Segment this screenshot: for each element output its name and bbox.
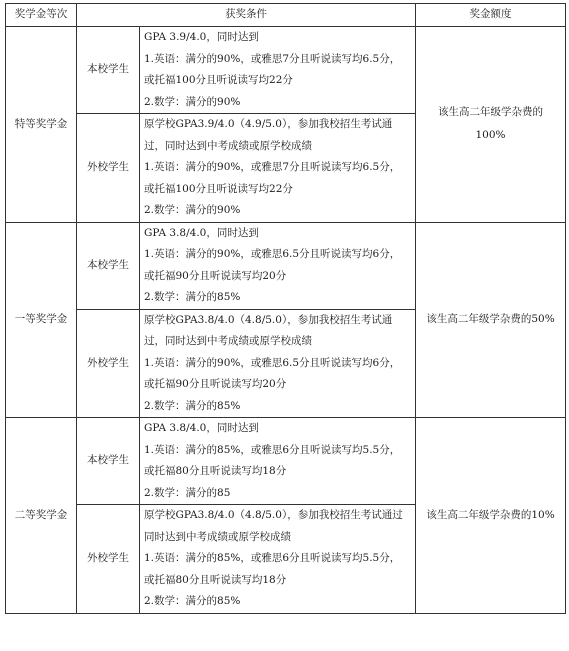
header-amount: 奖金额度 bbox=[416, 4, 566, 27]
scholarship-table bbox=[5, 3, 566, 614]
condition-line: 1.英语：满分的85%，或雅思6分且听说读写均5.5分， bbox=[144, 552, 401, 564]
amount-line: 100% bbox=[475, 129, 506, 142]
student-type-cell: 外校学生 bbox=[77, 114, 140, 223]
condition-line: 同时达到中考成绩或原学校成绩 bbox=[144, 530, 291, 543]
condition-line: 2.数学：满分的85% bbox=[144, 291, 241, 303]
condition-line: 或托福80分且听说读写均18分 bbox=[144, 573, 287, 586]
amount-line: 该生高二年级学杂费的 bbox=[438, 106, 543, 119]
conditions-cell bbox=[140, 418, 416, 505]
amount-cell bbox=[416, 222, 566, 418]
condition-line: 2.数学：满分的85% bbox=[144, 595, 241, 607]
student-type-cell: 外校学生 bbox=[77, 505, 140, 614]
condition-line: 1.英语：满分的90%，或雅思6.5分且听说读写均6分， bbox=[144, 248, 401, 260]
table-header-row bbox=[6, 4, 566, 27]
conditions-cell bbox=[140, 309, 416, 418]
condition-line: 原学校GPA3.8/4.0（4.8/5.0），参加我校招生考试通 bbox=[144, 313, 393, 326]
condition-line: 2.数学：满分的85 bbox=[144, 486, 231, 499]
condition-line: GPA 3.8/4.0，同时达到 bbox=[144, 422, 259, 434]
amount-cell bbox=[416, 418, 566, 614]
condition-line: 过，同时达到中考成绩或原学校成绩 bbox=[144, 139, 312, 152]
tier-cell: 特等奖学金 bbox=[6, 27, 77, 223]
student-type-cell: 本校学生 bbox=[77, 418, 140, 505]
header-conditions: 获奖条件 bbox=[77, 4, 416, 27]
header-tier: 奖学金等次 bbox=[6, 4, 77, 27]
conditions-cell bbox=[140, 505, 416, 614]
condition-line: 过，同时达到中考成绩或原学校成绩 bbox=[144, 335, 312, 347]
tier-cell: 一等奖学金 bbox=[6, 222, 77, 418]
condition-line: 原学校GPA3.8/4.0（4.8/5.0），参加我校招生考试通过 bbox=[144, 509, 403, 521]
condition-line: 或托福80分且听说读写均18分 bbox=[144, 465, 287, 477]
conditions-cell bbox=[140, 222, 416, 309]
condition-line: 原学校GPA3.9/4.0（4.9/5.0），参加我校招生考试通 bbox=[144, 118, 393, 130]
conditions-cell bbox=[140, 114, 416, 223]
condition-line: 或托福90分且听说读写均20分 bbox=[144, 269, 287, 282]
table-row bbox=[6, 222, 566, 309]
amount-cell bbox=[416, 27, 566, 223]
condition-line: 1.英语：满分的90%，或雅思6.5分且听说读写均6分， bbox=[144, 356, 401, 369]
condition-line: 1.英语：满分的85%，或雅思6分且听说读写均5.5分， bbox=[144, 443, 401, 456]
condition-line: GPA 3.9/4.0，同时达到 bbox=[144, 31, 259, 43]
condition-line: 2.数学：满分的90% bbox=[144, 95, 241, 108]
condition-line: 2.数学：满分的90% bbox=[144, 204, 241, 216]
student-type-cell: 本校学生 bbox=[77, 27, 140, 114]
condition-line: 或托福100分且听说读写均22分 bbox=[144, 182, 293, 195]
table-row bbox=[6, 418, 566, 505]
condition-line: 或托福90分且听说读写均20分 bbox=[144, 378, 287, 390]
student-type-cell: 外校学生 bbox=[77, 309, 140, 418]
amount-line: 该生高二年级学杂费的50% bbox=[426, 313, 555, 326]
condition-line: 或托福100分且听说读写均22分 bbox=[144, 74, 293, 86]
student-type-cell: 本校学生 bbox=[77, 222, 140, 309]
condition-line: 1.英语：满分的90%，或雅思7分且听说读写均6.5分， bbox=[144, 161, 401, 173]
condition-line: GPA 3.8/4.0，同时达到 bbox=[144, 226, 259, 239]
amount-line: 该生高二年级学杂费的10% bbox=[426, 508, 555, 521]
conditions-cell bbox=[140, 27, 416, 114]
condition-line: 1.英语：满分的90%，或雅思7分且听说读写均6.5分， bbox=[144, 52, 401, 65]
tier-cell: 二等奖学金 bbox=[6, 418, 77, 614]
condition-line: 2.数学：满分的85% bbox=[144, 399, 241, 412]
table-row bbox=[6, 27, 566, 114]
